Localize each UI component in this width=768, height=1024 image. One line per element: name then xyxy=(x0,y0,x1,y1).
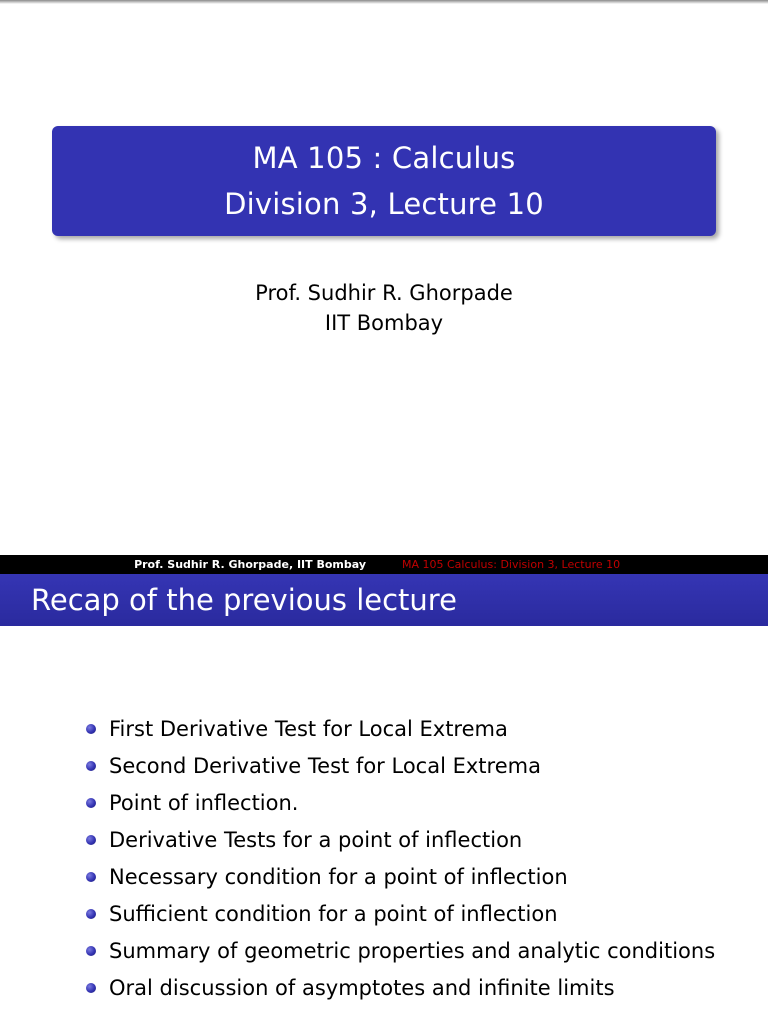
frame-title: Recap of the previous lecture xyxy=(31,583,457,617)
slide-footer xyxy=(0,555,768,574)
bullet-icon xyxy=(86,909,96,919)
bullet-text: Sufficient condition for a point of inflection xyxy=(109,901,558,926)
title-box xyxy=(52,126,716,236)
bullet-text: Derivative Tests for a point of inflection xyxy=(109,827,523,852)
bullet-icon xyxy=(86,835,96,845)
bullet-text: Necessary condition for a point of inflection xyxy=(109,864,568,889)
footer-course: MA 105 Calculus: Division 3, Lecture 10 xyxy=(384,555,768,574)
bullet-text: Oral discussion of asymptotes and infinite limits xyxy=(109,975,615,1000)
course-title: MA 105 : Calculus xyxy=(252,141,516,175)
bullet-icon xyxy=(86,872,96,882)
bullet-icon xyxy=(86,761,96,771)
bullet-list xyxy=(86,710,715,1006)
list-item xyxy=(86,710,715,747)
bullet-text: First Derivative Test for Local Extrema xyxy=(109,716,508,741)
list-item xyxy=(86,858,715,895)
list-item xyxy=(86,932,715,969)
list-item xyxy=(86,895,715,932)
top-edge-shadow xyxy=(0,0,768,4)
institute-name: IIT Bombay xyxy=(324,311,444,335)
author-name: Prof. Sudhir R. Ghorpade xyxy=(255,281,513,305)
author-block xyxy=(0,278,768,338)
bullet-icon xyxy=(86,983,96,993)
bullet-text: Point of inflection. xyxy=(109,790,299,815)
bullet-text: Second Derivative Test for Local Extrema xyxy=(109,753,541,778)
bullet-icon xyxy=(86,798,96,808)
list-item xyxy=(86,747,715,784)
bullet-text: Summary of geometric properties and analytic conditions xyxy=(109,938,716,963)
list-item xyxy=(86,821,715,858)
lecture-subtitle: Division 3, Lecture 10 xyxy=(224,187,544,221)
bullet-icon xyxy=(86,946,96,956)
list-item xyxy=(86,784,715,821)
frame-title-bar xyxy=(0,574,768,626)
recap-slide xyxy=(0,626,768,1024)
bullet-icon xyxy=(86,724,96,734)
list-item xyxy=(86,969,715,1006)
footer-author: Prof. Sudhir R. Ghorpade, IIT Bombay xyxy=(134,558,366,571)
